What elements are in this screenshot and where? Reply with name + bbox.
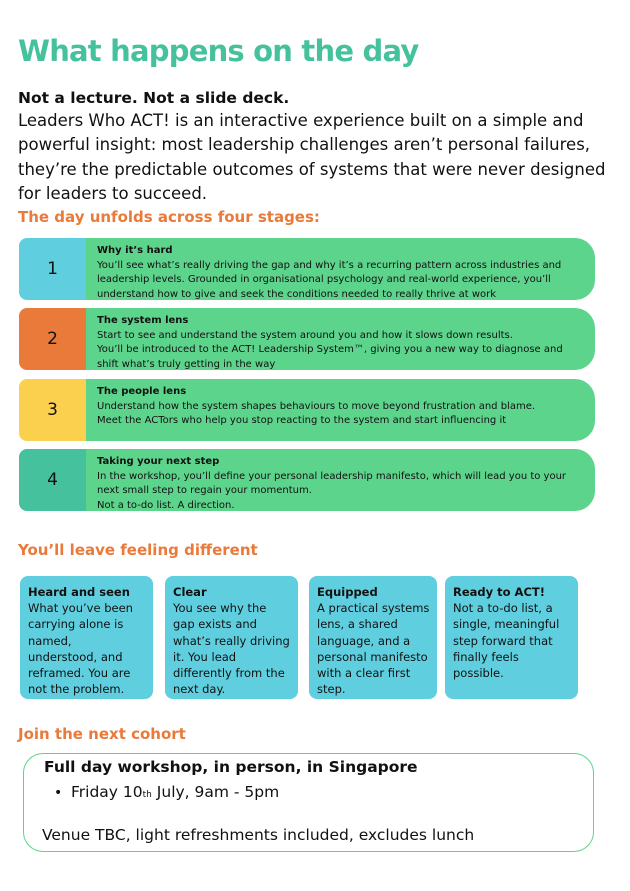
outcome-card-clear <box>165 576 298 699</box>
intro-text: Leaders Who ACT! is an interactive experience built on a simple and powerful insight: most leadership challenges aren’t personal failures, they’re the predictable outcomes of systems that were never designed for leaders to succeed. <box>18 111 606 203</box>
card-line: personal manifesto <box>317 649 428 664</box>
card-line: language, and a <box>317 633 411 648</box>
stage-number-3: 3 <box>19 379 86 441</box>
stage-text-line: shift what’s truly getting in the way <box>97 358 276 370</box>
leave-heading: You’ll leave feeling different <box>18 541 258 559</box>
cohort-title: Full day workshop, in person, in Singapore <box>44 758 418 776</box>
stage-title-4: Taking your next step <box>97 456 220 467</box>
card-line: named, <box>28 633 72 648</box>
card-line: step forward that <box>453 633 553 648</box>
outcome-card-heard-and-seen <box>20 576 153 699</box>
cohort-heading: Join the next cohort <box>18 725 186 743</box>
stage-content-1 <box>86 238 595 300</box>
stage-row-1 <box>19 238 595 300</box>
cohort-venue: Venue TBC, light refreshments included, excludes lunch <box>42 826 475 844</box>
card-title: Clear <box>173 585 207 599</box>
card-line: not the problem. <box>28 682 125 697</box>
stage-text-line: In the workshop, you’ll define your personal leadership manifesto, which will lead you to your <box>97 470 567 482</box>
card-line: A practical systems <box>317 601 430 616</box>
card-line: What you’ve been <box>28 601 133 616</box>
cohort-box <box>23 753 594 852</box>
stage-number-2: 2 <box>19 308 86 370</box>
stage-text-line: Start to see and understand the system around you and how it slows down results. <box>97 329 513 341</box>
card-line: Not a to-do list, a <box>453 601 553 616</box>
stage-text-line: leadership levels. Grounded in organisational psychology and real-world experience, you’ll <box>97 274 551 286</box>
date-rest: July, 9am - 5pm <box>151 783 280 801</box>
outcome-card-equipped <box>309 576 437 699</box>
card-line: differently from the <box>173 666 285 681</box>
stage-number-4: 4 <box>19 449 86 511</box>
stage-text-line: You’ll be introduced to the ACT! Leadership System™, giving you a new way to diagnose and <box>97 344 563 356</box>
cohort-date: • Friday 10 th July, 9am - 5pm <box>54 783 280 801</box>
card-line: understood, and <box>28 649 123 664</box>
card-line: gap exists and <box>173 617 257 632</box>
stage-row-3 <box>19 379 595 441</box>
card-title: Ready to ACT! <box>453 585 545 599</box>
stage-content-2 <box>86 308 595 370</box>
card-line: possible. <box>453 666 504 681</box>
intro-heading: Not a lecture. Not a slide deck. <box>18 89 290 107</box>
card-line: single, meaningful <box>453 617 560 632</box>
card-line: finally feels <box>453 649 519 664</box>
card-line: lens, a shared <box>317 617 398 632</box>
card-line: carrying alone is <box>28 617 124 632</box>
card-line: reframed. You are <box>28 666 131 681</box>
stage-text-line: Meet the ACTors who help you stop reacting to the system and start influencing it <box>97 415 507 427</box>
card-line: it. You lead <box>173 649 237 664</box>
card-line: next day. <box>173 682 226 697</box>
page-title: What happens on the day <box>18 34 419 68</box>
stage-number-1: 1 <box>19 238 86 300</box>
bullet-icon: • <box>54 785 63 801</box>
stage-title-3: The people lens <box>97 386 187 397</box>
stage-title-1: Why it’s hard <box>97 245 173 256</box>
stage-content-4 <box>86 449 595 511</box>
stage-row-2 <box>19 308 595 370</box>
card-line: step. <box>317 682 346 697</box>
stage-text-line: understand how to give and seek the conditions needed to really thrive at work <box>97 288 497 300</box>
stage-text-line: You’ll see what’s really driving the gap and why it’s a recurring pattern across industries and <box>97 259 562 271</box>
date-day: Friday 10 <box>71 783 143 801</box>
stages-heading: The day unfolds across four stages: <box>18 208 320 226</box>
stage-content-3 <box>86 379 595 441</box>
stage-text-line: Understand how the system shapes behaviours to move beyond frustration and blame. <box>97 400 536 412</box>
card-line: with a clear first <box>317 666 411 681</box>
stage-row-4 <box>19 449 595 511</box>
card-line: You see why the <box>173 601 267 616</box>
stage-title-2: The system lens <box>97 315 189 326</box>
outcome-card-ready-to-act <box>445 576 578 699</box>
card-line: what’s really driving <box>173 633 290 648</box>
card-title: Heard and seen <box>28 585 130 599</box>
card-title: Equipped <box>317 585 378 599</box>
stage-text-line: next small step to regain your momentum. <box>97 485 312 497</box>
stage-text-line: Not a to-do list. A direction. <box>97 499 235 511</box>
